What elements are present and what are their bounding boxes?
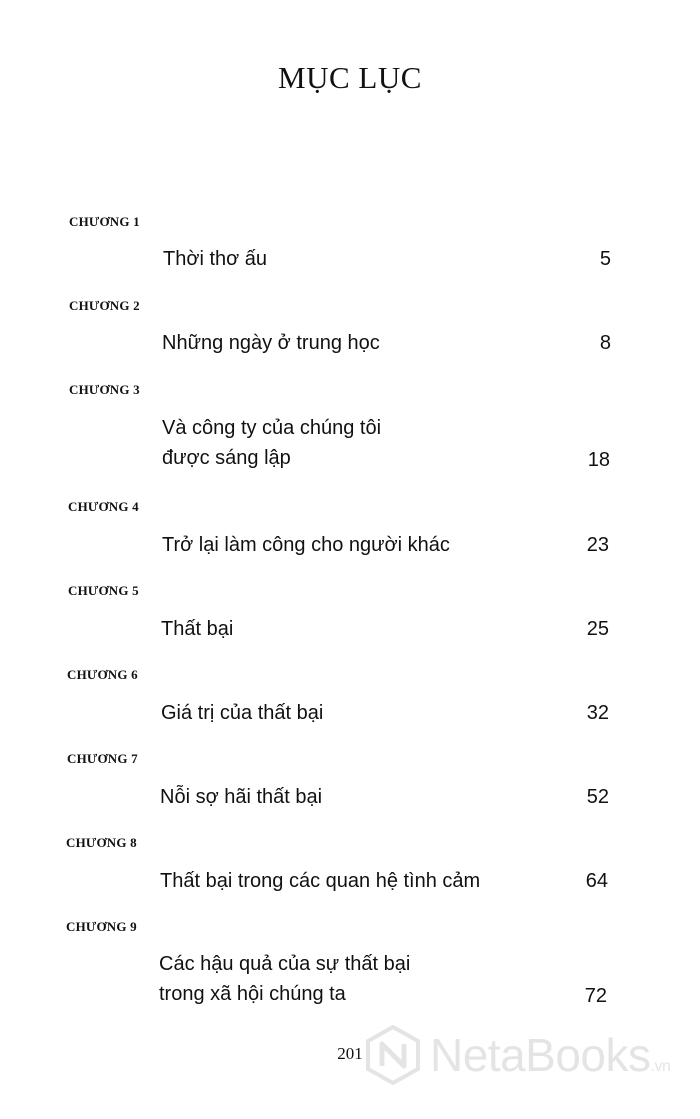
chapter-label: CHƯƠNG 3 [69,382,140,397]
chapter-title: Và công ty của chúng tôi được sáng lập [162,417,382,469]
watermark-brand [430,1028,670,1082]
netabooks-logo-icon [362,1024,424,1086]
chapter-title: Các hậu quả của sự thất bại trong xã hội chúng ta [159,953,411,1005]
watermark-brand-name: NetaBooks [430,1029,651,1081]
chapter-label: CHƯƠNG 5 [68,583,139,598]
page-number-footer: 201 [337,1044,363,1063]
page-number: 72 [584,985,607,1007]
chapter-title: Thời thơ ấu [163,248,268,270]
chapter-label: CHƯƠNG 7 [67,751,138,766]
chapter-label: CHƯƠNG 8 [66,835,137,850]
page-number: 18 [587,449,610,471]
chapter-title: Nỗi sợ hãi thất bại [160,786,323,808]
page-number: 52 [586,786,609,808]
page-title: MỤC LỤC [278,60,422,95]
page-number: 32 [586,702,609,724]
chapter-title: Thất bại [161,618,234,640]
chapter-title: Những ngày ở trung học [162,332,380,354]
watermark [362,1015,692,1095]
chapter-label: CHƯƠNG 4 [68,499,139,514]
chapter-label: CHƯƠNG 6 [67,667,138,682]
chapter-title: Giá trị của thất bại [161,702,324,724]
chapter-title: Thất bại trong các quan hệ tình cảm [160,870,481,892]
page-number: 8 [599,332,611,354]
chapter-title: Trở lại làm công cho người khác [162,534,450,556]
page-number: 5 [599,248,611,270]
page-number: 23 [586,534,609,556]
chapter-label: CHƯƠNG 1 [69,214,140,229]
chapter-label: CHƯƠNG 2 [69,298,140,313]
watermark-suffix: .vn [650,1058,671,1075]
chapter-label: CHƯƠNG 9 [66,919,137,934]
page-number: 25 [586,618,609,640]
page-number: 64 [585,870,608,892]
